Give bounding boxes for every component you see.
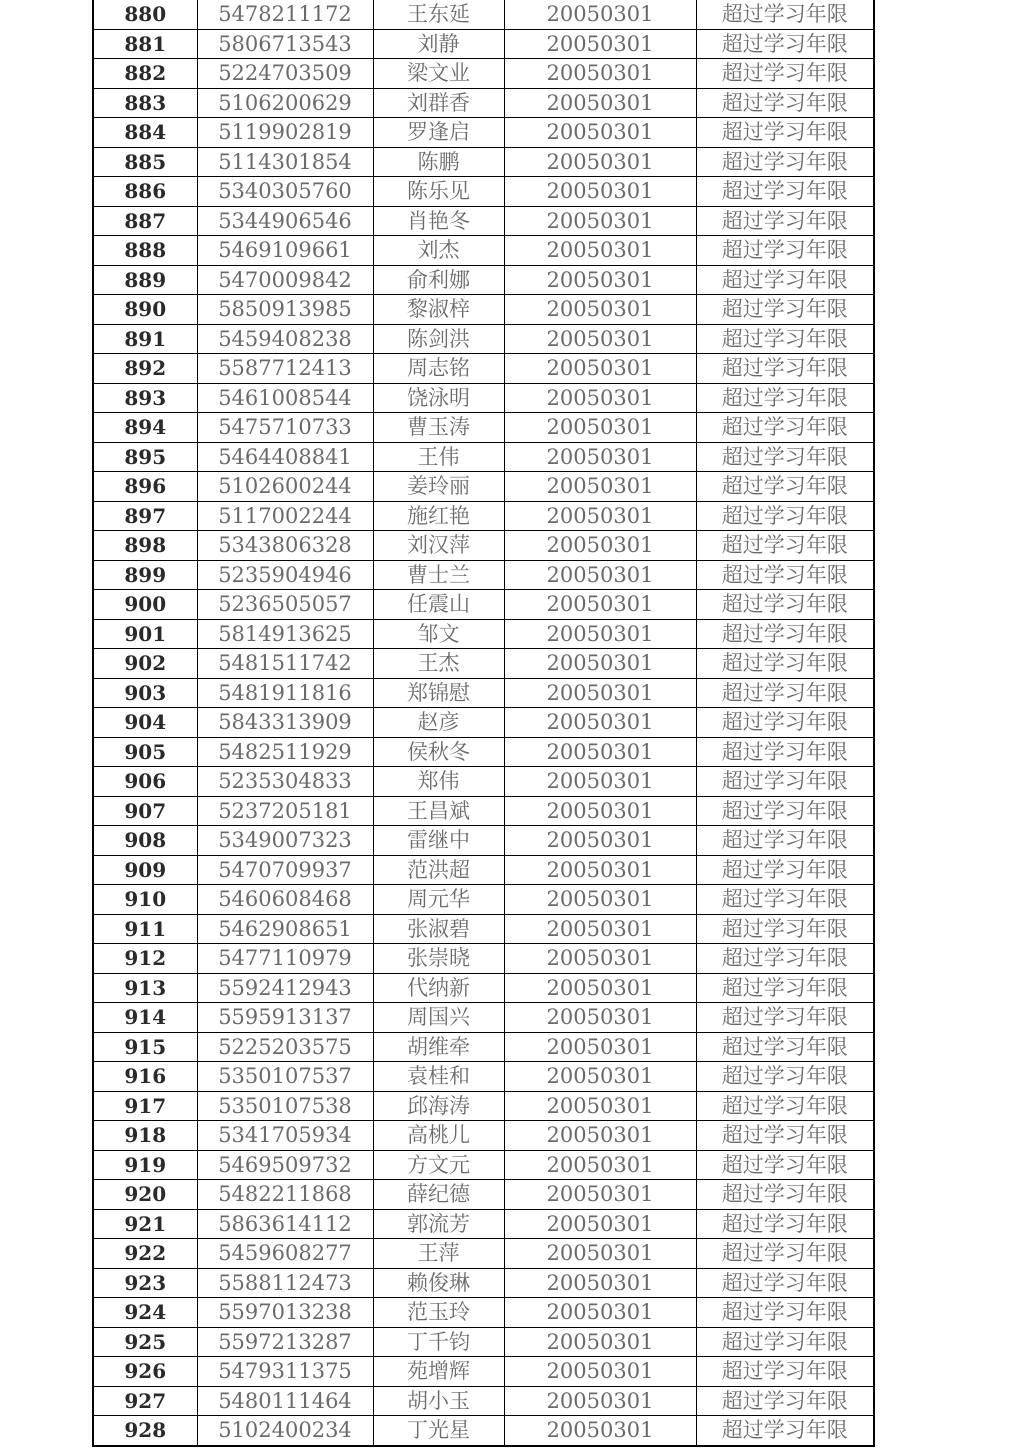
date-cell: 20050301 (504, 649, 696, 679)
date-cell: 20050301 (504, 295, 696, 325)
row-number-cell: 925 (93, 1327, 197, 1357)
name-cell: 张淑碧 (373, 914, 504, 944)
date-cell: 20050301 (504, 265, 696, 295)
reason-cell: 超过学习年限 (721, 1418, 848, 1443)
student-id-cell: 5597013238 (197, 1298, 373, 1328)
table-row (93, 1416, 874, 1446)
reason-cell: 超过学习年限 (696, 1032, 874, 1062)
date-cell: 20050301 (504, 1150, 696, 1180)
name-cell: 赵彦 (373, 708, 504, 738)
row-number-cell: 896 (93, 472, 197, 502)
name-cell: 范洪超 (373, 855, 504, 885)
date-cell: 20050301 (504, 885, 696, 915)
date-cell: 20050301 (504, 1032, 696, 1062)
student-id-cell: 5470709937 (197, 855, 373, 885)
date-cell: 20050301 (504, 1062, 696, 1092)
reason-cell: 超过学习年限 (696, 737, 874, 767)
student-id-cell: 5481911816 (197, 678, 373, 708)
date-cell: 20050301 (504, 1386, 696, 1416)
student-id-cell: 5102600244 (197, 472, 373, 502)
table-row (93, 147, 874, 177)
date-cell: 20050301 (504, 118, 696, 148)
student-id-cell: 5469109661 (197, 236, 373, 266)
row-number-cell: 916 (93, 1062, 197, 1092)
table-row (93, 177, 874, 207)
date-cell: 20050301 (504, 236, 696, 266)
date-cell: 20050301 (504, 413, 696, 443)
student-id-cell: 5482211868 (197, 1180, 373, 1210)
student-id-cell: 5114301854 (197, 147, 373, 177)
name-cell: 肖艳冬 (373, 206, 504, 236)
table-row (93, 1239, 874, 1269)
student-id-cell: 5592412943 (197, 973, 373, 1003)
table-row (93, 914, 874, 944)
reason-cell: 超过学习年限 (696, 767, 874, 797)
student-id-cell: 5477110979 (197, 944, 373, 974)
row-number-cell: 883 (93, 88, 197, 118)
row-number-cell: 903 (93, 678, 197, 708)
row-number-cell: 915 (93, 1032, 197, 1062)
row-number-cell: 926 (93, 1357, 197, 1387)
name-cell: 刘群香 (373, 88, 504, 118)
date-cell: 20050301 (504, 88, 696, 118)
row-number-cell: 905 (93, 737, 197, 767)
record-table-body (93, 0, 874, 1446)
reason-cell: 超过学习年限 (696, 442, 874, 472)
reason-cell: 超过学习年限 (696, 1209, 874, 1239)
row-number-cell: 927 (93, 1386, 197, 1416)
name-cell: 任震山 (373, 590, 504, 620)
date-cell: 20050301 (504, 973, 696, 1003)
table-row (93, 118, 874, 148)
reason-cell: 超过学习年限 (696, 796, 874, 826)
reason-cell: 超过学习年限 (696, 1091, 874, 1121)
name-cell: 丁光星 (373, 1416, 504, 1446)
date-cell: 20050301 (504, 383, 696, 413)
row-number-cell: 894 (93, 413, 197, 443)
row-number-cell: 890 (93, 295, 197, 325)
name-cell: 王东延 (373, 0, 504, 29)
student-id-cell: 5343806328 (197, 531, 373, 561)
row-number-cell: 889 (93, 265, 197, 295)
table-row (93, 531, 874, 561)
student-id-cell: 5814913625 (197, 619, 373, 649)
reason-cell: 超过学习年限 (696, 236, 874, 266)
date-cell: 20050301 (504, 560, 696, 590)
date-cell: 20050301 (504, 1239, 696, 1269)
name-cell: 周元华 (373, 885, 504, 915)
name-cell: 施红艳 (373, 501, 504, 531)
row-number-cell: 881 (93, 29, 197, 59)
date-cell: 20050301 (504, 708, 696, 738)
reason-cell: 超过学习年限 (696, 855, 874, 885)
name-cell: 王昌斌 (373, 796, 504, 826)
row-number-cell: 901 (93, 619, 197, 649)
student-id-cell: 5235304833 (197, 767, 373, 797)
date-cell: 20050301 (504, 1121, 696, 1151)
date-cell: 20050301 (504, 590, 696, 620)
student-id-cell: 5595913137 (197, 1003, 373, 1033)
student-id-cell: 5340305760 (197, 177, 373, 207)
date-cell: 20050301 (504, 826, 696, 856)
row-number-cell: 892 (93, 354, 197, 384)
student-id-cell: 5587712413 (197, 354, 373, 384)
row-number-cell: 923 (93, 1268, 197, 1298)
name-cell: 赖俊琳 (373, 1268, 504, 1298)
table-row (93, 1357, 874, 1387)
row-number-cell: 895 (93, 442, 197, 472)
student-id-cell: 5119902819 (197, 118, 373, 148)
row-number-cell: 912 (93, 944, 197, 974)
student-id-cell: 5349007323 (197, 826, 373, 856)
table-row (93, 649, 874, 679)
date-cell: 20050301 (504, 767, 696, 797)
name-cell: 刘杰 (373, 236, 504, 266)
student-id-cell: 5344906546 (197, 206, 373, 236)
date-cell: 20050301 (504, 796, 696, 826)
student-id-cell: 5106200629 (197, 88, 373, 118)
date-cell: 20050301 (504, 206, 696, 236)
student-id-cell: 5460608468 (197, 885, 373, 915)
date-cell: 20050301 (504, 501, 696, 531)
name-cell: 王伟 (373, 442, 504, 472)
table-row (93, 354, 874, 384)
reason-cell: 超过学习年限 (696, 1298, 874, 1328)
student-id-cell: 5475710733 (197, 413, 373, 443)
name-cell: 袁桂和 (373, 1062, 504, 1092)
reason-cell: 超过学习年限 (696, 472, 874, 502)
student-id-cell: 5350107537 (197, 1062, 373, 1092)
date-cell: 20050301 (504, 177, 696, 207)
student-id-cell: 5843313909 (197, 708, 373, 738)
table-row (93, 501, 874, 531)
date-cell: 20050301 (504, 619, 696, 649)
row-number-cell: 884 (93, 118, 197, 148)
name-cell: 姜玲丽 (373, 472, 504, 502)
date-cell: 20050301 (504, 1003, 696, 1033)
table-row (93, 383, 874, 413)
table-row (93, 678, 874, 708)
date-cell: 20050301 (504, 678, 696, 708)
reason-cell: 超过学习年限 (696, 206, 874, 236)
reason-cell: 超过学习年限 (696, 619, 874, 649)
reason-cell: 超过学习年限 (696, 531, 874, 561)
student-id-cell: 5481511742 (197, 649, 373, 679)
name-cell: 黎淑梓 (373, 295, 504, 325)
row-number-cell: 899 (93, 560, 197, 590)
table-row (93, 1268, 874, 1298)
student-id-cell: 5479311375 (197, 1357, 373, 1387)
student-id-cell: 5237205181 (197, 796, 373, 826)
date-cell: 20050301 (504, 1091, 696, 1121)
name-cell: 陈鹏 (373, 147, 504, 177)
student-id-cell: 5863614112 (197, 1209, 373, 1239)
row-number-cell: 882 (93, 59, 197, 89)
name-cell: 薛纪德 (373, 1180, 504, 1210)
reason-cell: 超过学习年限 (696, 708, 874, 738)
date-cell: 20050301 (504, 147, 696, 177)
reason-cell: 超过学习年限 (696, 1357, 874, 1387)
table-row (93, 973, 874, 1003)
name-cell: 胡小玉 (373, 1386, 504, 1416)
reason-cell: 超过学习年限 (696, 590, 874, 620)
table-row (93, 560, 874, 590)
reason-cell: 超过学习年限 (696, 147, 874, 177)
student-id-cell: 5225203575 (197, 1032, 373, 1062)
name-cell: 周志铭 (373, 354, 504, 384)
record-table (92, 0, 875, 1447)
student-id-cell: 5235904946 (197, 560, 373, 590)
row-number-cell: 891 (93, 324, 197, 354)
table-row (93, 1327, 874, 1357)
student-id-cell: 5482511929 (197, 737, 373, 767)
reason-cell: 超过学习年限 (696, 973, 874, 1003)
name-cell: 侯秋冬 (373, 737, 504, 767)
name-cell: 雷继中 (373, 826, 504, 856)
date-cell: 20050301 (504, 29, 696, 59)
name-cell: 罗逢启 (373, 118, 504, 148)
row-number-cell: 887 (93, 206, 197, 236)
row-number-cell: 888 (93, 236, 197, 266)
row-number-cell: 908 (93, 826, 197, 856)
table-row (93, 708, 874, 738)
reason-cell: 超过学习年限 (696, 0, 874, 29)
row-number-cell: 906 (93, 767, 197, 797)
student-id-cell: 5350107538 (197, 1091, 373, 1121)
row-number-cell: 898 (93, 531, 197, 561)
reason-cell: 超过学习年限 (696, 1150, 874, 1180)
date-cell: 20050301 (504, 737, 696, 767)
name-cell: 范玉玲 (373, 1298, 504, 1328)
reason-cell: 超过学习年限 (696, 1268, 874, 1298)
table-row (93, 442, 874, 472)
name-cell: 丁千钧 (373, 1327, 504, 1357)
reason-cell: 超过学习年限 (696, 649, 874, 679)
row-number-cell: 909 (93, 855, 197, 885)
student-id-cell: 5461008544 (197, 383, 373, 413)
table-row (93, 413, 874, 443)
table-row (93, 206, 874, 236)
name-cell: 方文元 (373, 1150, 504, 1180)
reason-cell: 超过学习年限 (696, 1062, 874, 1092)
name-cell: 王萍 (373, 1239, 504, 1269)
student-id-cell: 5850913985 (197, 295, 373, 325)
table-row (93, 619, 874, 649)
row-number-cell: 893 (93, 383, 197, 413)
student-id-cell: 5478211172 (197, 0, 373, 29)
row-number-cell: 919 (93, 1150, 197, 1180)
student-id-cell: 5806713543 (197, 29, 373, 59)
row-number-cell: 910 (93, 885, 197, 915)
name-cell: 周国兴 (373, 1003, 504, 1033)
student-id-cell: 5469509732 (197, 1150, 373, 1180)
date-cell: 20050301 (504, 354, 696, 384)
name-cell: 郑伟 (373, 767, 504, 797)
table-row (93, 796, 874, 826)
reason-cell: 超过学习年限 (696, 413, 874, 443)
date-cell: 20050301 (504, 1298, 696, 1328)
table-row (93, 767, 874, 797)
date-cell: 20050301 (504, 1327, 696, 1357)
reason-cell: 超过学习年限 (696, 59, 874, 89)
student-id-cell: 5464408841 (197, 442, 373, 472)
row-number-cell: 914 (93, 1003, 197, 1033)
reason-cell: 超过学习年限 (696, 88, 874, 118)
row-number-cell: 913 (93, 973, 197, 1003)
name-cell: 高桃儿 (373, 1121, 504, 1151)
table-row (93, 236, 874, 266)
name-cell: 刘静 (373, 29, 504, 59)
date-cell: 20050301 (504, 0, 696, 29)
name-cell: 邱海涛 (373, 1091, 504, 1121)
date-cell: 20050301 (504, 1180, 696, 1210)
date-cell: 20050301 (504, 472, 696, 502)
date-cell: 20050301 (504, 1268, 696, 1298)
row-number-cell: 886 (93, 177, 197, 207)
reason-cell: 超过学习年限 (696, 29, 874, 59)
reason-cell: 超过学习年限 (696, 1180, 874, 1210)
reason-cell: 超过学习年限 (696, 826, 874, 856)
row-number-cell: 900 (93, 590, 197, 620)
date-cell: 20050301 (504, 1416, 696, 1446)
date-cell: 20050301 (504, 855, 696, 885)
student-id-cell: 5102400234 (197, 1416, 373, 1446)
table-row (93, 59, 874, 89)
reason-cell: 超过学习年限 (696, 1327, 874, 1357)
reason-cell: 超过学习年限 (696, 678, 874, 708)
table-row (93, 1150, 874, 1180)
student-id-cell: 5341705934 (197, 1121, 373, 1151)
table-row (93, 1386, 874, 1416)
student-id-cell: 5480111464 (197, 1386, 373, 1416)
date-cell: 20050301 (504, 442, 696, 472)
student-id-cell: 5470009842 (197, 265, 373, 295)
reason-cell: 超过学习年限 (696, 914, 874, 944)
student-id-cell: 5459408238 (197, 324, 373, 354)
row-number-cell: 928 (93, 1416, 197, 1446)
table-row (93, 472, 874, 502)
name-cell: 郭流芳 (373, 1209, 504, 1239)
date-cell: 20050301 (504, 1357, 696, 1387)
row-number-cell: 880 (93, 0, 197, 29)
reason-cell: 超过学习年限 (696, 885, 874, 915)
reason-cell: 超过学习年限 (696, 295, 874, 325)
table-row (93, 1121, 874, 1151)
name-cell: 俞利娜 (373, 265, 504, 295)
table-row (93, 1032, 874, 1062)
student-id-cell: 5597213287 (197, 1327, 373, 1357)
reason-cell: 超过学习年限 (696, 1121, 874, 1151)
table-row (93, 590, 874, 620)
name-cell: 王杰 (373, 649, 504, 679)
table-row (93, 855, 874, 885)
row-number-cell: 885 (93, 147, 197, 177)
row-number-cell: 918 (93, 1121, 197, 1151)
row-number-cell: 904 (93, 708, 197, 738)
table-row (93, 29, 874, 59)
row-number-cell: 897 (93, 501, 197, 531)
name-cell: 刘汉萍 (373, 531, 504, 561)
name-cell: 邹文 (373, 619, 504, 649)
table-row (93, 1209, 874, 1239)
name-cell: 胡维牵 (373, 1032, 504, 1062)
name-cell: 曹玉涛 (373, 413, 504, 443)
table-row (93, 1180, 874, 1210)
row-number-cell: 902 (93, 649, 197, 679)
reason-cell: 超过学习年限 (696, 1003, 874, 1033)
name-cell: 曹士兰 (373, 560, 504, 590)
table-row (93, 265, 874, 295)
row-number-cell: 911 (93, 914, 197, 944)
name-cell: 张崇晓 (373, 944, 504, 974)
table-row (93, 88, 874, 118)
row-number-cell: 922 (93, 1239, 197, 1269)
table-row (93, 0, 874, 29)
reason-cell: 超过学习年限 (696, 324, 874, 354)
row-number-cell: 907 (93, 796, 197, 826)
reason-cell: 超过学习年限 (696, 1239, 874, 1269)
name-cell: 郑锦慰 (373, 678, 504, 708)
student-id-cell: 5588112473 (197, 1268, 373, 1298)
student-id-cell: 5462908651 (197, 914, 373, 944)
date-cell: 20050301 (504, 59, 696, 89)
table-row (93, 1298, 874, 1328)
name-cell: 陈乐见 (373, 177, 504, 207)
date-cell: 20050301 (504, 1209, 696, 1239)
table-row (93, 826, 874, 856)
table-row (93, 1062, 874, 1092)
date-cell: 20050301 (504, 944, 696, 974)
table-row (93, 885, 874, 915)
table-row (93, 324, 874, 354)
reason-cell: 超过学习年限 (696, 177, 874, 207)
date-cell: 20050301 (504, 324, 696, 354)
table-row (93, 295, 874, 325)
student-id-cell: 5236505057 (197, 590, 373, 620)
table-row (93, 1091, 874, 1121)
table-row (93, 737, 874, 767)
row-number-cell: 924 (93, 1298, 197, 1328)
table-row (93, 944, 874, 974)
name-cell: 饶泳明 (373, 383, 504, 413)
name-cell: 苑增辉 (373, 1357, 504, 1387)
table-row (93, 1003, 874, 1033)
date-cell: 20050301 (504, 914, 696, 944)
reason-cell: 超过学习年限 (696, 118, 874, 148)
reason-cell: 超过学习年限 (696, 354, 874, 384)
date-cell: 20050301 (504, 531, 696, 561)
reason-cell: 超过学习年限 (696, 560, 874, 590)
reason-cell: 超过学习年限 (696, 383, 874, 413)
name-cell: 陈剑洪 (373, 324, 504, 354)
reason-cell: 超过学习年限 (696, 1386, 874, 1416)
row-number-cell: 920 (93, 1180, 197, 1210)
row-number-cell: 917 (93, 1091, 197, 1121)
student-id-cell: 5224703509 (197, 59, 373, 89)
student-id-cell: 5117002244 (197, 501, 373, 531)
reason-cell: 超过学习年限 (696, 265, 874, 295)
name-cell: 梁文业 (373, 59, 504, 89)
row-number-cell: 921 (93, 1209, 197, 1239)
student-id-cell: 5459608277 (197, 1239, 373, 1269)
reason-cell: 超过学习年限 (696, 944, 874, 974)
reason-cell: 超过学习年限 (696, 501, 874, 531)
name-cell: 代纳新 (373, 973, 504, 1003)
